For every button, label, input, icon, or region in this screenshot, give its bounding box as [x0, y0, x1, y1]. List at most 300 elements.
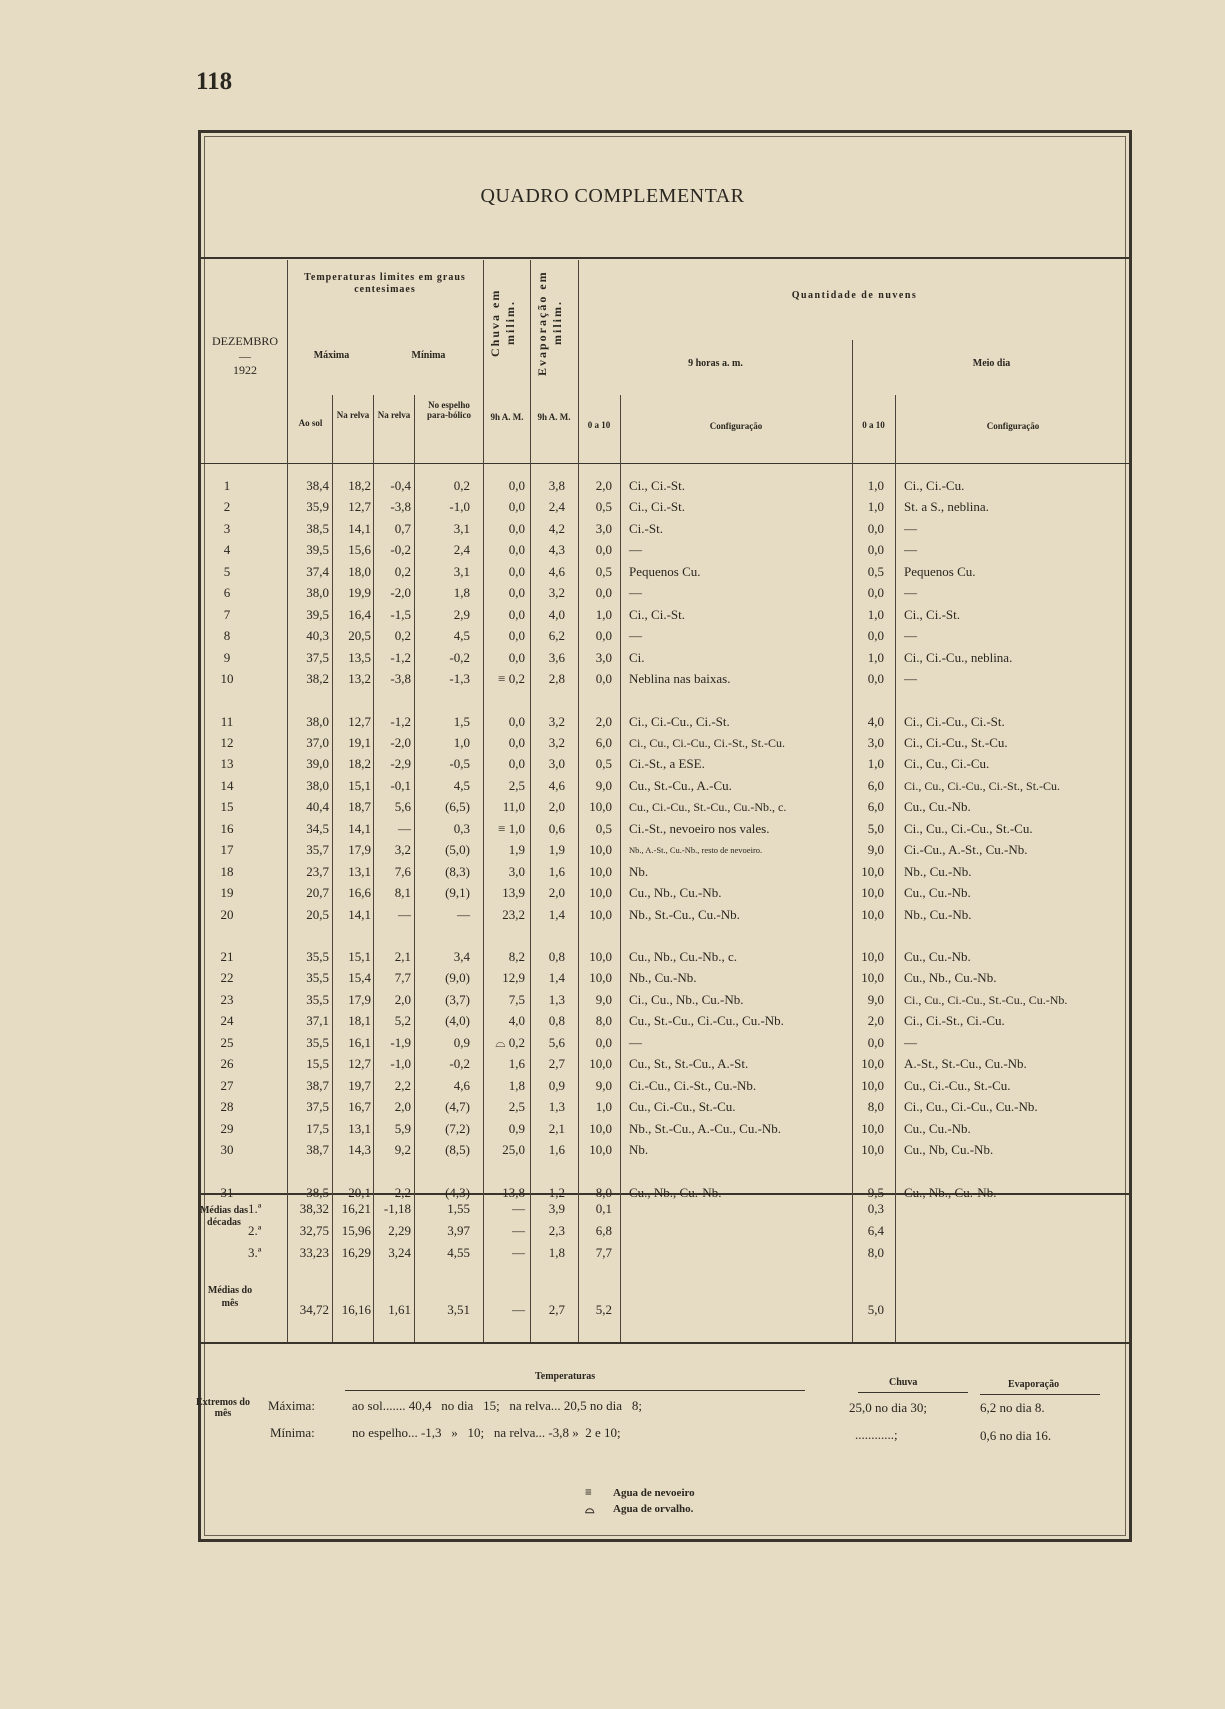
decada-cell: 1,8: [548, 1245, 565, 1260]
evap-extremo-header: Evaporação: [1008, 1379, 1060, 1390]
table-cell: 0,0: [867, 585, 884, 601]
table-cell: 10,0: [861, 863, 884, 879]
table-cell: 7,7: [394, 970, 411, 986]
day-cell: 4: [223, 542, 231, 558]
table-cell: 38,7: [306, 1142, 329, 1158]
escala-1-header: 0 a 10: [587, 420, 611, 430]
table-cell: 0,5: [595, 756, 612, 772]
table-cell: 0,0: [508, 649, 525, 665]
day-cell: 24: [220, 1013, 234, 1029]
table-cell: 5,9: [394, 1120, 411, 1136]
day-cell: 8: [223, 628, 231, 644]
table-cell: 1,8: [508, 1077, 525, 1093]
nine-config-cell: Ci., Ci.-St.: [629, 499, 685, 515]
medias-mes-cell: 2,7: [548, 1302, 565, 1317]
table-cell: 6,0: [867, 777, 884, 793]
table-cell: 37,1: [306, 1013, 329, 1029]
table-cell: 2,5: [508, 1099, 525, 1115]
chuva-extremo-2: ............;: [855, 1427, 898, 1442]
hora-evap-header: 9h A. M.: [537, 412, 571, 422]
table-cell: 2,2: [394, 1077, 411, 1093]
orvalho-symbol: ⌓: [585, 1502, 595, 1516]
day-cell: 20: [220, 906, 234, 922]
medias-mes-cell: 3,51: [447, 1302, 470, 1317]
table-cell: (9,0): [445, 970, 470, 986]
table-cell: ≡ 1,0: [498, 820, 525, 836]
table-cell: 18,2: [348, 756, 371, 772]
table-cell: 4,3: [548, 542, 565, 558]
table-cell: 4,0: [867, 713, 884, 729]
table-cell: 3,0: [508, 863, 525, 879]
table-cell: 9,2: [394, 1142, 411, 1158]
col-rule: [852, 340, 853, 1342]
table-cell: 0,8: [548, 949, 565, 964]
chuva-extremo-1: 25,0 no dia 30;: [849, 1400, 927, 1415]
table-cell: 13,1: [348, 1120, 371, 1136]
day-cell: 1: [223, 478, 231, 493]
table-cell: 1,9: [548, 842, 565, 858]
midday-config-cell: Ci., Ci.-Cu.: [904, 478, 965, 493]
table-cell: 38,2: [306, 671, 329, 687]
table-cell: —: [457, 906, 470, 922]
nine-config-cell: Cu., Ci.-Cu., St.-Cu., Cu.-Nb., c.: [629, 800, 787, 815]
table-cell: 10,0: [589, 863, 612, 879]
nine-config-cell: Cu., St.-Cu., A.-Cu.: [629, 777, 732, 793]
table-cell: 38,0: [306, 777, 329, 793]
evap-extremo-1: 6,2 no dia 8.: [980, 1400, 1045, 1415]
hora-chuva-header: 9h A. M.: [490, 412, 524, 422]
table-cell: 5,6: [548, 1034, 565, 1050]
medias-decadas-label: Médias das décadas: [199, 1205, 249, 1228]
table-cell: 1,0: [867, 649, 884, 665]
midday-config-cell: Ci., Ci.-Cu., Ci.-St.: [904, 713, 1005, 729]
table-cell: -0,2: [449, 1056, 470, 1072]
table-cell: 39,5: [306, 606, 329, 622]
table-cell: ⌓ 0,2: [495, 1034, 525, 1050]
medias-mes-cell: —: [512, 1302, 525, 1317]
midday-config-cell: Cu., Cu.-Nb.: [904, 949, 971, 964]
table-cell: 12,7: [348, 1056, 371, 1072]
table-cell: 15,1: [348, 949, 371, 964]
day-cell: 31: [220, 1184, 234, 1200]
table-cell: 38,0: [306, 713, 329, 729]
table-cell: 10,0: [589, 1056, 612, 1072]
table-cell: 0,0: [867, 520, 884, 536]
table-cell: 0,0: [508, 563, 525, 579]
table-cell: 4,2: [548, 520, 565, 536]
decada-cell: 0,1: [595, 1201, 612, 1216]
table-cell: 0,0: [508, 520, 525, 536]
table-cell: 15,4: [348, 970, 371, 986]
month-label: DEZEMBRO: [212, 334, 278, 348]
table-cell: (6,5): [445, 799, 470, 815]
nine-config-cell: Ci.: [629, 649, 645, 665]
nine-config-cell: Nb., A.-St., Cu.-Nb., resto de nevoeiro.: [629, 845, 763, 856]
ao-sol-header: Ao sol: [298, 418, 323, 428]
table-cell: 40,3: [306, 628, 329, 644]
table-cell: 0,9: [453, 1034, 470, 1050]
table-cell: 0,0: [595, 542, 612, 558]
decada-cell: 6,4: [867, 1223, 884, 1238]
table-cell: 0,5: [867, 563, 884, 579]
table-cell: 16,7: [348, 1099, 371, 1115]
day-cell: 2: [223, 499, 231, 515]
table-cell: 38,0: [306, 585, 329, 601]
table-cell: 18,7: [348, 799, 371, 815]
chuva-extremo-header: Chuva: [889, 1377, 918, 1388]
medias-mes-cell: 5,0: [867, 1302, 884, 1317]
day-cell: 17: [220, 842, 234, 858]
midday-config-cell: Ci.-Cu., A.-St., Cu.-Nb.: [904, 842, 1028, 858]
temp-limits-header: Temperaturas limites em graus centesimaes: [304, 272, 466, 295]
table-cell: -2,0: [390, 585, 411, 601]
table-cell: 19,7: [348, 1077, 371, 1093]
table-cell: 8,0: [867, 1099, 884, 1115]
table-cell: 2,0: [394, 1099, 411, 1115]
table-cell: 10,0: [589, 885, 612, 901]
decada-cell: 3,9: [548, 1201, 565, 1216]
evap-extremo-2: 0,6 no dia 16.: [980, 1428, 1052, 1443]
midday-config-cell: Ci., Ci.-Cu., St.-Cu.: [904, 734, 1008, 750]
table-cell: 0,6: [548, 820, 565, 836]
day-cell: 30: [220, 1142, 234, 1158]
table-cell: 38,5: [306, 1184, 329, 1200]
day-cell: 14: [220, 777, 234, 793]
table-cell: 37,4: [306, 563, 329, 579]
table-cell: (9,1): [445, 885, 470, 901]
table-cell: (4,0): [445, 1013, 470, 1029]
table-cell: 15,6: [348, 542, 371, 558]
day-cell: 26: [220, 1056, 234, 1072]
table-cell: 39,0: [306, 756, 329, 772]
table-cell: 6,0: [595, 734, 612, 750]
table-cell: -3,8: [390, 499, 411, 515]
col-rule: [620, 395, 621, 1342]
table-cell: (8,5): [445, 1142, 470, 1158]
table-cell: 37,5: [306, 1099, 329, 1115]
table-cell: 34,5: [306, 820, 329, 836]
table-cell: 0,0: [508, 499, 525, 515]
table-cell: 15,5: [306, 1056, 329, 1072]
day-cell: 18: [220, 863, 234, 879]
table-cell: 13,9: [502, 885, 525, 901]
nine-config-cell: Nb., St.-Cu., Cu.-Nb.: [629, 906, 740, 922]
table-cell: -0,5: [449, 756, 470, 772]
nine-config-cell: Cu., St., St.-Cu., A.-St.: [629, 1056, 749, 1072]
nine-config-cell: —: [629, 628, 642, 644]
day-cell: 10: [220, 671, 234, 687]
decada-cell: 1,55: [447, 1201, 470, 1216]
table-cell: (4,3): [445, 1184, 470, 1200]
decada-cell: —: [512, 1201, 525, 1216]
table-cell: 8,2: [508, 949, 525, 964]
orvalho-legend: Agua de orvalho.: [613, 1503, 694, 1515]
table-cell: 2,0: [595, 478, 612, 493]
espelho-header: No espelho para-bólico: [427, 400, 471, 421]
table-cell: 3,2: [548, 713, 565, 729]
day-cell: 6: [223, 585, 231, 601]
na-relva-min-header: Na relva: [377, 410, 411, 420]
table-cell: 0,0: [508, 585, 525, 601]
decada-cell: 7,7: [595, 1245, 612, 1260]
table-cell: 13,5: [348, 649, 371, 665]
table-cell: 8,1: [394, 885, 411, 901]
table-cell: 5,0: [867, 820, 884, 836]
nine-config-cell: Nb., St.-Cu., A.-Cu., Cu.-Nb.: [629, 1120, 782, 1136]
table-cell: 9,5: [867, 1184, 884, 1200]
decada-label: 1.ª: [248, 1201, 262, 1216]
nevoeiro-legend: Agua de nevoeiro: [613, 1487, 695, 1499]
day-cell: 9: [223, 649, 231, 665]
table-cell: 3,2: [548, 585, 565, 601]
table-cell: 2,4: [548, 499, 565, 515]
table-cell: 10,0: [589, 949, 612, 964]
decada-cell: 3,97: [447, 1223, 470, 1238]
table-cell: 1,0: [867, 478, 884, 493]
table-cell: 10,0: [861, 906, 884, 922]
table-cell: 0,5: [595, 820, 612, 836]
month-dash: —: [239, 349, 251, 363]
col-rule: [895, 395, 896, 1342]
medias-mes-label: Médias do mês: [207, 1285, 253, 1309]
table-cell: 18,0: [348, 563, 371, 579]
table-cell: -1,3: [449, 671, 470, 687]
table-cell: 14,1: [348, 820, 371, 836]
table-cell: 0,0: [867, 671, 884, 687]
table-cell: 10,0: [861, 970, 884, 986]
midday-config-cell: Ci., Ci.-St., Ci.-Cu.: [904, 1013, 1005, 1029]
minima-extremo-label: Mínima:: [270, 1425, 315, 1440]
nine-config-cell: Ci., Cu., Ci.-Cu., Ci.-St., St.-Cu.: [629, 735, 786, 750]
midday-config-cell: —: [904, 520, 917, 536]
medias-mes-cell: 34,72: [299, 1302, 329, 1317]
table-cell: (3,7): [445, 991, 470, 1007]
decada-cell: 3,24: [388, 1245, 411, 1260]
table-cell: 1,9: [508, 842, 525, 858]
col-rule: [530, 260, 531, 1342]
table-cell: 5,6: [394, 799, 411, 815]
table-cell: 10,0: [589, 799, 612, 815]
table-cell: 2,0: [595, 713, 612, 729]
table-cell: 2,0: [548, 885, 565, 901]
table-cell: 2,0: [394, 991, 411, 1007]
midday-config-cell: A.-St., St.-Cu., Cu.-Nb.: [904, 1056, 1027, 1072]
table-cell: 38,5: [306, 520, 329, 536]
table-cell: 35,5: [306, 991, 329, 1007]
table-cell: (8,3): [445, 863, 470, 879]
midday-config-cell: Cu., Nb., Cu.-Nb.: [904, 1184, 997, 1200]
table-cell: 9,0: [867, 842, 884, 858]
table-cell: 3,0: [867, 734, 884, 750]
maxima-header: Máxima: [313, 350, 350, 361]
nine-config-cell: Ci., Cu., Nb., Cu.-Nb.: [629, 991, 744, 1007]
decada-cell: 15,96: [341, 1223, 371, 1238]
table-cell: 1,3: [548, 991, 565, 1007]
table-cell: -0,2: [449, 649, 470, 665]
table-cell: 35,5: [306, 970, 329, 986]
decada-cell: 16,29: [341, 1245, 371, 1260]
table-cell: 4,5: [453, 777, 470, 793]
decada-cell: —: [512, 1245, 525, 1260]
table-cell: 4,5: [453, 628, 470, 644]
nine-config-cell: Cu., St.-Cu., Ci.-Cu., Cu.-Nb.: [629, 1013, 784, 1029]
table-cell: 0,2: [453, 478, 470, 493]
table-cell: 3,1: [453, 563, 470, 579]
table-cell: -1,0: [449, 499, 470, 515]
midday-config-cell: Cu., Cu.-Nb.: [904, 1120, 971, 1136]
escala-2-header: 0 a 10: [862, 420, 885, 430]
table-cell: 2,4: [453, 542, 470, 558]
table-cell: 0,0: [508, 756, 525, 772]
table-cell: 3,4: [453, 949, 470, 964]
medias-mes-cell: 16,16: [341, 1302, 371, 1317]
table-cell: 1,0: [867, 756, 884, 772]
table-cell: 0,0: [595, 585, 612, 601]
table-cell: 1,5: [453, 713, 470, 729]
table-cell: -1,9: [390, 1034, 411, 1050]
decada-cell: 2,29: [388, 1223, 411, 1238]
meio-dia-header: Meio dia: [972, 358, 1011, 369]
table-cell: 5,2: [394, 1013, 411, 1029]
col-rule: [287, 260, 288, 1342]
table-cell: 10,0: [589, 1120, 612, 1136]
table-cell: 0,0: [867, 542, 884, 558]
rule: [201, 1342, 1129, 1344]
table-cell: 1,0: [453, 734, 470, 750]
table-cell: 1,4: [548, 970, 565, 986]
day-cell: 7: [223, 606, 231, 622]
table-cell: 3,0: [548, 756, 565, 772]
maxima-extremo-label: Máxima:: [268, 1398, 315, 1413]
na-relva-max-header: Na relva: [336, 410, 370, 420]
table-cell: 13,8: [502, 1184, 525, 1200]
day-cell: 28: [220, 1099, 234, 1115]
nine-config-cell: Ci., Ci.-Cu., Ci.-St.: [629, 713, 730, 729]
table-cell: 0,0: [595, 671, 612, 687]
nine-config-cell: Cu., Nb., Cu.-Nb.: [629, 885, 722, 901]
maxima-extremo-text: ao sol....... 40,4 no dia 15; na relva... 20,5 no dia 8;: [352, 1398, 642, 1413]
table-cell: 0,0: [508, 606, 525, 622]
table-cell: 6,2: [548, 628, 565, 644]
table-cell: 1,6: [548, 1142, 565, 1158]
nine-config-cell: —: [629, 542, 642, 558]
table-cell: 11,0: [502, 799, 525, 815]
table-cell: 0,0: [595, 628, 612, 644]
table-cell: 18,1: [348, 1013, 371, 1029]
nine-config-cell: Ci.-St., nevoeiro nos vales.: [629, 820, 770, 836]
table-cell: 20,5: [306, 906, 329, 922]
extremos-label: Extremos do mês: [196, 1397, 250, 1419]
table-cell: 17,9: [348, 842, 371, 858]
table-cell: 1,0: [595, 606, 612, 622]
nine-config-cell: Nb.: [629, 863, 649, 879]
table-cell: 40,4: [306, 799, 329, 815]
table-cell: 0,2: [394, 563, 411, 579]
decada-cell: 6,8: [595, 1223, 612, 1238]
table-cell: 2,0: [867, 1013, 884, 1029]
day-cell: 22: [220, 970, 234, 986]
medias-mes-cell: 5,2: [595, 1302, 612, 1317]
table-cell: 9,0: [595, 777, 612, 793]
midday-config-cell: —: [904, 542, 917, 558]
col-rule: [332, 395, 333, 1342]
table-cell: 4,0: [508, 1013, 525, 1029]
decada-cell: —: [512, 1223, 525, 1238]
year-label: 1922: [233, 363, 257, 377]
nine-config-cell: Ci., Ci.-St.: [629, 606, 685, 622]
table-cell: 9,0: [595, 1077, 612, 1093]
table-cell: 25,0: [502, 1142, 525, 1158]
table-cell: 1,0: [867, 606, 884, 622]
table-cell: 6,0: [867, 799, 884, 815]
nine-config-cell: Ci.-Cu., Ci.-St., Cu.-Nb.: [629, 1077, 757, 1093]
table-cell: 13,1: [348, 863, 371, 879]
table-cell: 1,4: [548, 906, 565, 922]
table-cell: 2,8: [548, 671, 565, 687]
table-cell: 18,2: [348, 478, 371, 493]
table-cell: 2,0: [548, 799, 565, 815]
midday-config-cell: Pequenos Cu.: [904, 563, 976, 579]
decada-label: 2.ª: [248, 1223, 262, 1238]
midday-config-cell: Cu., Cu.-Nb.: [904, 799, 971, 815]
decada-cell: 4,55: [447, 1245, 470, 1260]
table-cell: 1,0: [867, 499, 884, 515]
nine-config-cell: —: [629, 1034, 642, 1050]
col-rule: [373, 395, 374, 1342]
table-cell: (7,2): [445, 1120, 470, 1136]
table-cell: -0,2: [390, 542, 411, 558]
table-cell: 39,5: [306, 542, 329, 558]
day-cell: 3: [223, 520, 231, 536]
table-cell: 2,5: [508, 777, 525, 793]
page-title: QUADRO COMPLEMENTAR: [480, 185, 745, 207]
table-cell: 12,7: [348, 499, 371, 515]
nine-config-cell: Ci.-St.: [629, 520, 663, 536]
col-rule: [483, 260, 484, 1342]
table-cell: 0,0: [867, 628, 884, 644]
table-cell: 10,0: [589, 842, 612, 858]
decada-cell: 0,3: [867, 1201, 884, 1216]
table-cell: 1,6: [548, 863, 565, 879]
midday-config-cell: Ci., Ci.-St.: [904, 606, 960, 622]
table-cell: 0,0: [508, 628, 525, 644]
table-cell: 2,2: [394, 1184, 411, 1200]
midday-config-cell: Ci., Cu., Ci.-Cu., St.-Cu.: [904, 820, 1033, 836]
col-rule: [414, 395, 415, 1342]
table-cell: 4,6: [548, 563, 565, 579]
midday-config-cell: Cu., Ci.-Cu., St.-Cu.: [904, 1077, 1011, 1093]
midday-config-cell: Nb., Cu.-Nb.: [904, 863, 972, 879]
table-cell: 2,7: [548, 1056, 565, 1072]
table-cell: -1,2: [390, 713, 411, 729]
table-cell: 10,0: [589, 1142, 612, 1158]
table-cell: 17,5: [306, 1120, 329, 1136]
decada-cell: -1,18: [383, 1201, 411, 1216]
table-cell: 3,1: [453, 520, 470, 536]
table-cell: 7,5: [508, 991, 525, 1007]
table-cell: 16,6: [348, 885, 371, 901]
table-cell: 19,9: [348, 585, 371, 601]
table-cell: -1,0: [390, 1056, 411, 1072]
table-cell: -0,1: [390, 777, 411, 793]
day-cell: 13: [220, 756, 234, 772]
decada-cell: 32,75: [299, 1223, 329, 1238]
nine-config-cell: Cu., Nb., Cu.-Nb.: [629, 1184, 722, 1200]
table-cell: 1,3: [548, 1099, 565, 1115]
table-cell: —: [398, 820, 411, 836]
table-cell: 16,1: [348, 1034, 371, 1050]
table-cell: 0,0: [508, 734, 525, 750]
